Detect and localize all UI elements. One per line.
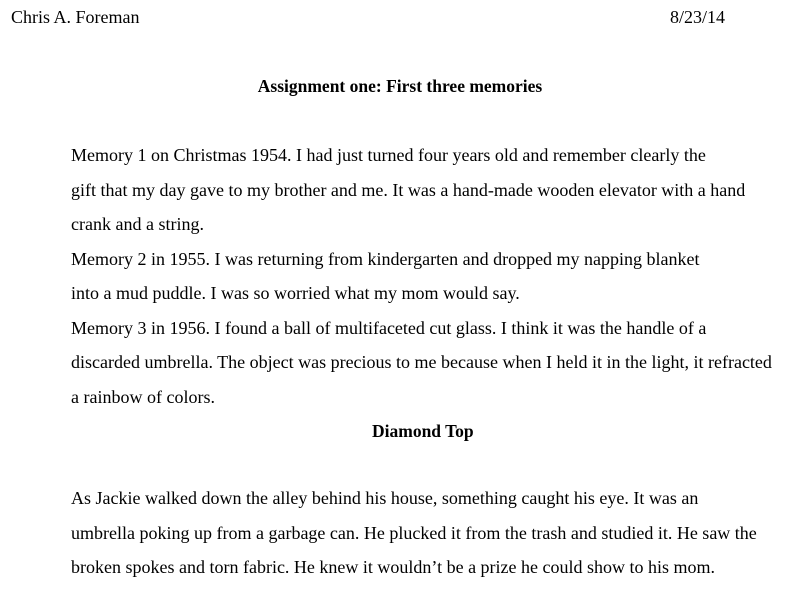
text-line: into a mud puddle. I was so worried what my mom would say. <box>71 283 520 303</box>
text-line: Memory 3 in 1956. I found a ball of multifaceted cut glass. I think it was the handle of a <box>71 317 707 338</box>
text-line: a rainbow of colors. <box>71 386 215 407</box>
document-title: Assignment one: First three memories <box>257 76 543 96</box>
text-line: As Jackie walked down the alley behind his house, something caught his eye. It was an <box>71 488 699 508</box>
text-line: Memory 2 in 1955. I was returning from kindergarten and dropped my napping blanket <box>71 248 700 269</box>
memory-paragraph-1 <box>11 138 796 242</box>
text-line: crank and a string. <box>71 214 204 234</box>
story-title: Diamond Top <box>372 421 474 441</box>
story-paragraph <box>11 481 796 585</box>
text-line: discarded umbrella. The object was precious to me because when I held it in the light, it refracted <box>71 352 772 372</box>
memories-section <box>11 138 796 414</box>
text-line: Memory 1 on Christmas 1954. I had just turned four years old and remember clearly the <box>71 145 706 165</box>
story-section <box>11 481 796 585</box>
author-name: Chris A. Foreman <box>11 7 140 27</box>
document-date: 8/23/14 <box>670 7 726 27</box>
memory-paragraph-2 <box>11 242 796 311</box>
memory-paragraph-3 <box>11 311 796 415</box>
text-line: broken spokes and torn fabric. He knew it wouldn’t be a prize he could show to his mom. <box>71 557 716 577</box>
text-line: umbrella poking up from a garbage can. He plucked it from the trash and studied it. He saw the <box>71 522 757 543</box>
text-line: gift that my day gave to my brother and me. It was a hand-made wooden elevator with a hand <box>71 179 746 200</box>
